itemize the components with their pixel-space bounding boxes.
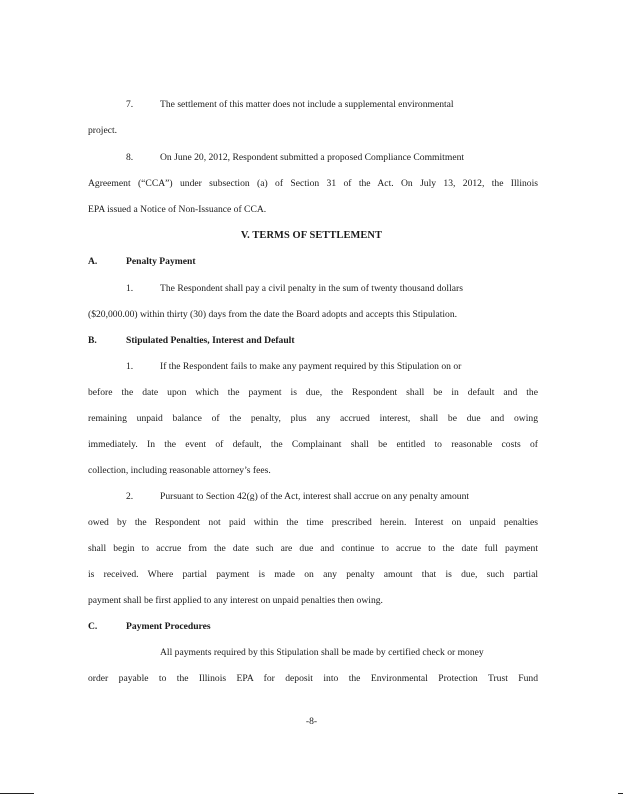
para-8-line-1: On June 20, 2012, Respondent submitted a proposed Compliance Commitment	[160, 152, 465, 163]
para-7-line-2: project.	[88, 125, 118, 136]
scan-edge-mark-right	[618, 793, 623, 794]
section-a-title: Penalty Payment	[126, 256, 196, 267]
section-a-letter: A.	[88, 256, 98, 267]
section-c-letter: C.	[88, 621, 98, 632]
section-b-p1-line-2: before the date upon which the payment is due, the Respondent shall be in default and the	[88, 387, 538, 398]
section-a-p1-number: 1.	[126, 283, 134, 294]
section-a-p1-line-2: ($20,000.00) within thirty (30) days from the date the Board adopts and accepts this Stipulation.	[88, 309, 458, 320]
section-b-p1-number: 1.	[126, 361, 134, 372]
section-b-p1-line-1: If the Respondent fails to make any payment required by this Stipulation on or	[160, 361, 462, 372]
section-heading: V. TERMS OF SETTLEMENT	[240, 230, 383, 241]
para-8-line-3: EPA issued a Notice of Non-Issuance of CCA.	[88, 204, 267, 215]
section-b-p1-line-3: remaining unpaid balance of the penalty, plus any accrued interest, shall be due and owing	[88, 413, 538, 424]
section-c-p1-line-2: order payable to the Illinois EPA for deposit into the Environmental Protection Trust Fund	[88, 673, 538, 684]
section-b-title: Stipulated Penalties, Interest and Default	[126, 335, 295, 346]
para-8-number: 8.	[126, 152, 134, 163]
section-a-p1-line-1: The Respondent shall pay a civil penalty in the sum of twenty thousand dollars	[160, 283, 463, 294]
section-b-p2-line-1: Pursuant to Section 42(g) of the Act, interest shall accrue on any penalty amount	[160, 491, 470, 502]
section-b-p2-number: 2.	[126, 491, 134, 502]
para-7-line-1: The settlement of this matter does not include a supplemental environmental	[160, 99, 454, 110]
section-c-title: Payment Procedures	[126, 621, 211, 632]
section-c-p1-line-1: All payments required by this Stipulation shall be made by certified check or money	[160, 647, 484, 658]
section-b-p2-line-5: payment shall be first applied to any interest on unpaid penalties then owing.	[88, 595, 383, 606]
section-b-p2-line-2: owed by the Respondent not paid within the time prescribed herein. Interest on unpaid penalties	[88, 517, 538, 528]
section-b-p2-line-3: shall begin to accrue from the date such are due and continue to accrue to the date full payment	[88, 543, 538, 554]
para-8-line-2: Agreement (“CCA”) under subsection (a) of Section 31 of the Act. On July 13, 2012, the Illinois	[88, 178, 538, 189]
section-b-letter: B.	[88, 335, 97, 346]
scan-edge-mark-left	[0, 793, 34, 794]
para-7-number: 7.	[126, 99, 134, 110]
page-number: -8-	[305, 716, 318, 727]
section-b-p1-line-5: collection, including reasonable attorney’s fees.	[88, 465, 271, 476]
section-b-p1-line-4: immediately. In the event of default, the Complainant shall be entitled to reasonable costs of	[88, 439, 538, 450]
section-b-p2-line-4: is received. Where partial payment is made on any penalty amount that is due, such partial	[88, 569, 538, 580]
